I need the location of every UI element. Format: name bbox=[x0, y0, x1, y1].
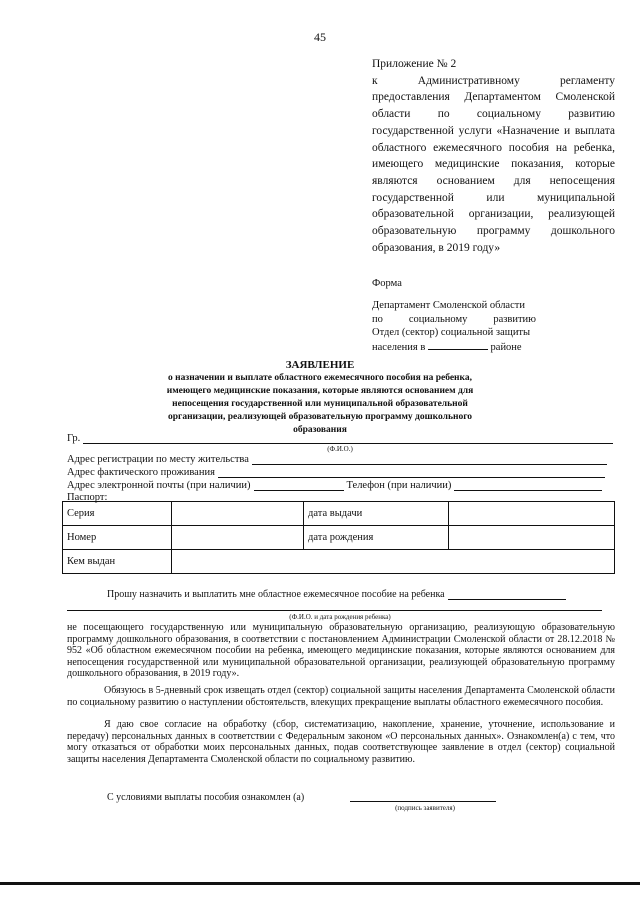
table-row bbox=[63, 502, 615, 526]
department-address-block bbox=[372, 299, 536, 354]
citizen-row bbox=[67, 433, 613, 444]
child-field-2[interactable] bbox=[67, 610, 602, 611]
birth-date-field[interactable] bbox=[449, 526, 615, 550]
birth-date-label: дата рождения bbox=[304, 526, 449, 550]
appendix-block bbox=[372, 56, 615, 256]
consent-paragraph: Я даю свое согласие на обработку (сбор, систематизацию, накопление, хранение, уточнение, использование и передачу) персональных данных в соответствии с Федеральным законом «О персональных данных». Ознакомлен(а) с тем, что могу отказаться от обработки моих персональных данных, подав соответствующее заявление в отдел (сектор) социальной защиты населения Департамента Смоленской области по социальному развитию. bbox=[67, 719, 615, 765]
document-title: ЗАЯВЛЕНИЕ bbox=[285, 359, 355, 371]
appendix-title: Приложение № 2 bbox=[372, 58, 457, 70]
department-line-2 bbox=[372, 313, 536, 327]
department-line-4 bbox=[372, 340, 536, 355]
department-line-2-c: развитию bbox=[493, 313, 536, 325]
passport-label: Паспорт: bbox=[67, 492, 108, 503]
citizen-name-field[interactable] bbox=[83, 434, 613, 444]
signature-field[interactable] bbox=[350, 801, 496, 802]
district-blank[interactable] bbox=[428, 340, 488, 350]
table-row bbox=[63, 526, 615, 550]
email-field[interactable] bbox=[254, 481, 344, 491]
series-field[interactable] bbox=[172, 502, 304, 526]
department-line-1: Департамент Смоленской области bbox=[372, 300, 525, 311]
child-field-1[interactable] bbox=[448, 590, 566, 600]
appendix-body: к Административному регламенту предоставления Департаментом Смоленской области по социальному развитию государственной услуги «Назначение и выплата областного ежемесячного пособия на ребенка, имеющего медицинские показания, которые являются основанием для непосещения государственной или муниципальной образовательной организации, реализующей образовательную программу дошкольного образования, в 2019 году» bbox=[372, 74, 615, 254]
fio-caption: (Ф.И.О.) bbox=[327, 445, 353, 453]
request-paragraph-2: Обязуюсь в 5-дневный срок извещать отдел (сектор) социальной защиты населения Департамента Смоленской области по социальному развитию о наступлении обстоятельств, влекущих прекращение выплаты областного ежемесячного пособия. bbox=[67, 685, 615, 708]
reg-address-field[interactable] bbox=[252, 455, 607, 465]
table-row bbox=[63, 550, 615, 574]
number-label: Номер bbox=[63, 526, 172, 550]
phone-field[interactable] bbox=[454, 481, 602, 491]
document-subtitle: о назначении и выплате областного ежемесячного пособия на ребенка, имеющего медицинские показания, которые являются основанием для непосещения государственной или муниципальной образовательной организации, реализующей образовательную программу дошкольного образования bbox=[166, 373, 474, 435]
request-row bbox=[107, 589, 566, 600]
issue-date-label: дата выдачи bbox=[304, 502, 449, 526]
department-line-2-a: по bbox=[372, 313, 383, 325]
department-line-2-b: социальному bbox=[408, 313, 468, 325]
phone-label: Телефон (при наличии) bbox=[346, 480, 452, 491]
form-label: Форма bbox=[372, 278, 402, 289]
page-number: 45 bbox=[314, 30, 326, 44]
reg-address-row bbox=[67, 454, 607, 465]
signature-caption: (подпись заявителя) bbox=[395, 804, 455, 812]
conditions-text: С условиями выплаты пособия ознакомлен (а) bbox=[107, 792, 305, 803]
department-line-4-a: населения в bbox=[372, 341, 426, 353]
department-line-4-b: районе bbox=[490, 341, 522, 353]
child-caption: (Ф.И.О. и дата рождения ребенка) bbox=[289, 613, 391, 621]
issued-by-field[interactable] bbox=[172, 550, 615, 574]
citizen-label: Гр. bbox=[67, 433, 81, 444]
reg-address-label: Адрес регистрации по месту жительства bbox=[67, 454, 249, 465]
actual-address-label: Адрес фактического проживания bbox=[67, 467, 215, 478]
series-label: Серия bbox=[63, 502, 172, 526]
conditions-row bbox=[107, 792, 304, 803]
contacts-row bbox=[67, 480, 602, 491]
actual-address-field[interactable] bbox=[218, 468, 605, 478]
request-line: Прошу назначить и выплатить мне областное ежемесячное пособие на ребенка bbox=[107, 589, 445, 600]
page-bottom-rule bbox=[0, 882, 640, 885]
issued-by-label: Кем выдан bbox=[63, 550, 172, 574]
department-line-3: Отдел (сектор) социальной защиты bbox=[372, 327, 531, 339]
number-field[interactable] bbox=[172, 526, 304, 550]
document-heading bbox=[150, 359, 490, 437]
actual-address-row bbox=[67, 467, 605, 478]
issue-date-field[interactable] bbox=[449, 502, 615, 526]
passport-table bbox=[62, 501, 615, 574]
email-label: Адрес электронной почты (при наличии) bbox=[67, 480, 251, 491]
request-paragraph-1: не посещающего государственную или муниципальную образовательную организацию, реализующую образовательную программу дошкольного образования, в соответствии с постановлением Администрации Смоленской области от 28.12.2018 № 952 «Об областном ежемесячном пособии на ребенка, имеющего медицинские показания, которые являются основанием для непосещения государственной или муниципальной образовательной организации, реализующей образовательную программу дошкольного образования, в 2019 году». bbox=[67, 622, 615, 680]
